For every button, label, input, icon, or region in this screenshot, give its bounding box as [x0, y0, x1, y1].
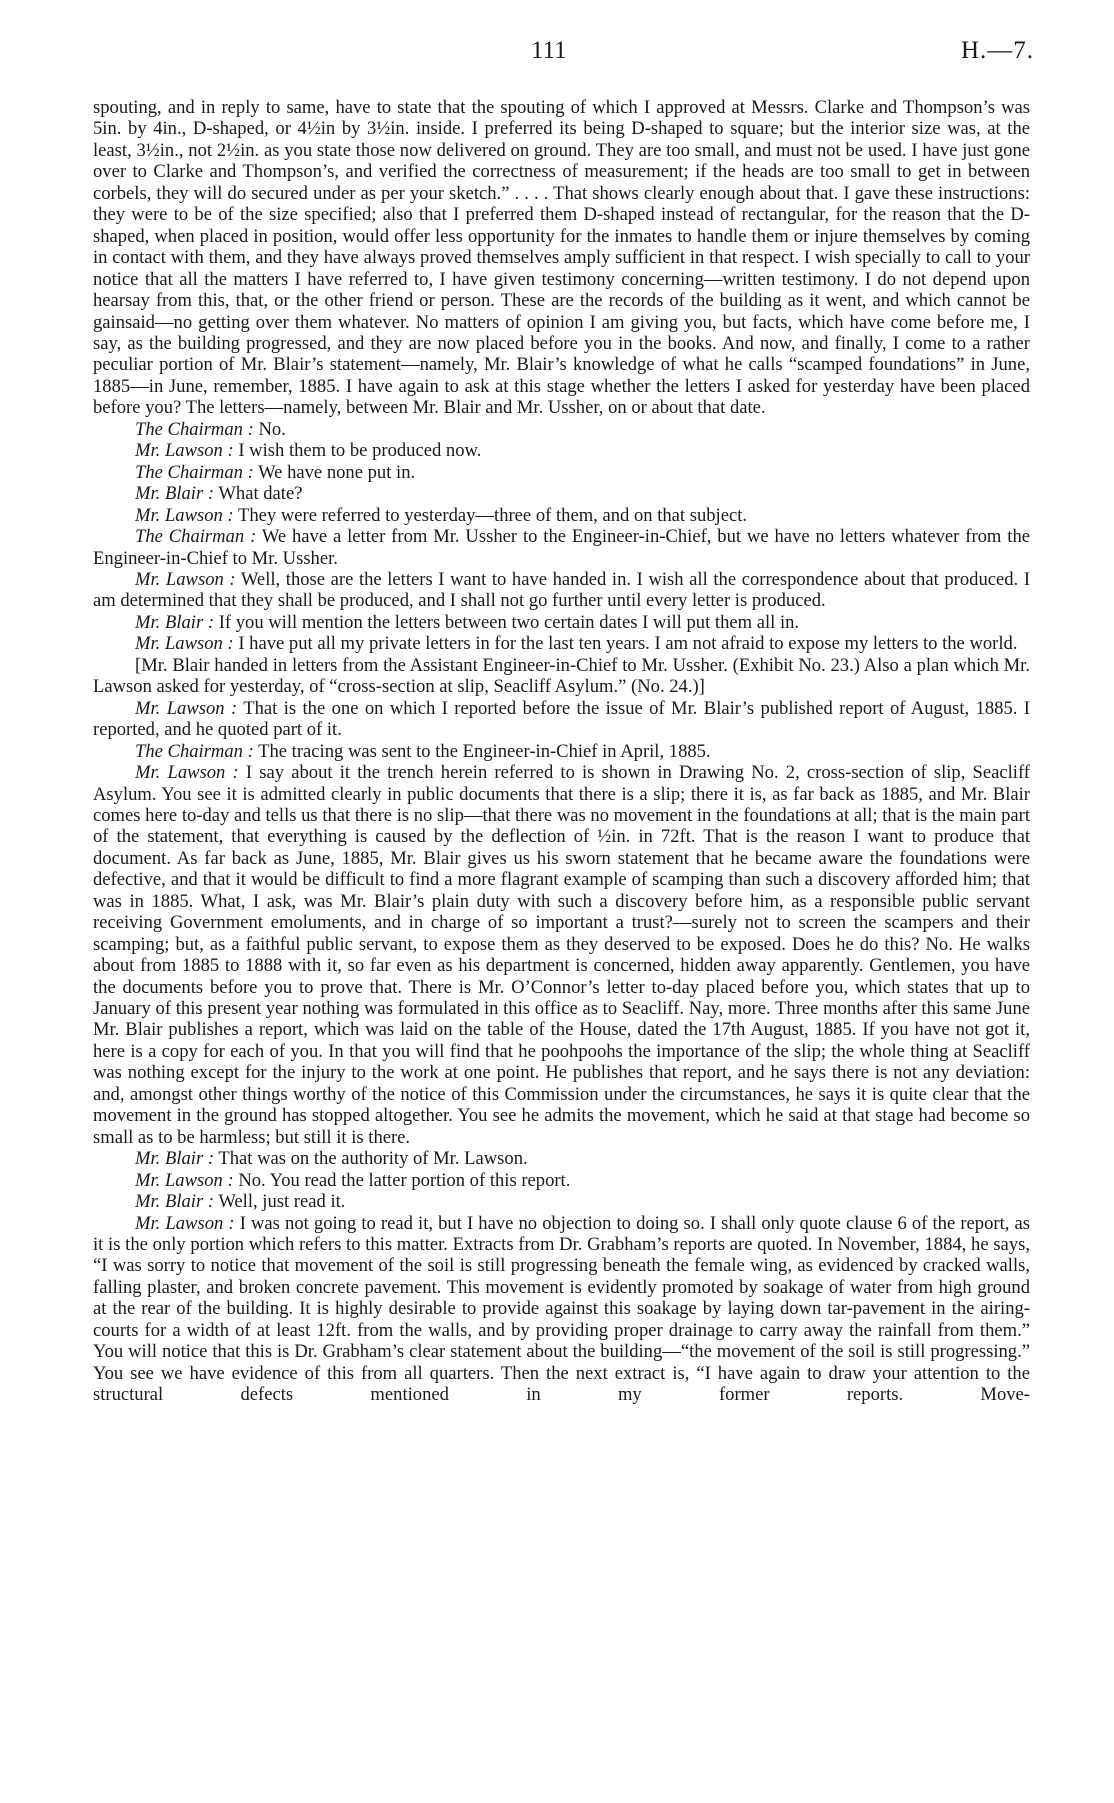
speaker-label: The Chairman : — [135, 526, 257, 548]
paragraph-text: I have put all my private letters in for the last ten years. I am not afraid to expose my letters to the world. — [238, 633, 1018, 655]
document-code: H.—7. — [960, 37, 1034, 64]
bracketed-note — [93, 655, 1030, 698]
dialogue-line — [93, 1191, 1030, 1212]
dialogue-line — [93, 612, 1030, 633]
speaker-label: Mr. Lawson : — [135, 697, 238, 719]
paragraph-text: [Mr. Blair handed in letters from the Assistant Engineer-in-Chief to Mr. Ussher. (Exhibit No. 23.) Also a plan which Mr. Lawson asked for yesterday, of “cross-section at slip, Seacliff Asylum.” (No. 24.)] — [93, 654, 1030, 698]
speaker-label: Mr. Lawson : — [135, 440, 234, 462]
dialogue-line — [93, 741, 1030, 762]
dialogue-line — [93, 526, 1030, 569]
paragraph-text: If you will mention the letters between two certain dates I will put them all in. — [218, 611, 800, 633]
speaker-label: Mr. Lawson : — [135, 1169, 234, 1191]
dialogue-line — [93, 633, 1030, 654]
paragraph-text: We have a letter from Mr. Ussher to the Engineer-in-Chief, but we have no letters whatever from the Engineer-in-Chief to Mr. Ussher. — [93, 526, 1030, 569]
paragraph-text: No. You read the latter portion of this report. — [238, 1169, 571, 1191]
speaker-label: Mr. Lawson : — [135, 762, 239, 784]
dialogue-line — [93, 440, 1030, 461]
dialogue-line — [93, 483, 1030, 504]
dialogue-line — [93, 1148, 1030, 1169]
speaker-label: Mr. Lawson : — [135, 568, 236, 590]
paragraph-text: I say about it the trench herein referred to is shown in Drawing No. 2, cross-section of slip, Seacliff Asylum. You see it is admitted clearly in public documents that there is a slip; there it is, as far back as 1885, and Mr. Blair comes here to-day and tells us that there is no slip—that there was no movement in the foundations at all; that is the main part of the statement, that everything is caused by the deflection of ½in. in 72ft. That is the reason I want to produce that document. As far back as June, 1885, Mr. Blair gives us his sworn statement that he became aware the foundations were defective, and that it would be difficult to find a more flagrant example of scamping than such a discovery afforded him; that was in 1885. What, I ask, was Mr. Blair’s plain duty with such a discovery before him, as a responsible public servant receiving Government emoluments, and in charge of so important a trust?—surely not to screen the scampers and their scamping; but, as a faithful public servant, to expose them as they deserved to be exposed. Does he do this? No. He walks about from 1885 to 1888 with it, so far even as his department is concerned, hidden away apparently. Gentlemen, you have the documents before you to prove that. There is Mr. O’Connor’s letter to-day placed before you, which states that up to January of this present year nothing was formulated in this office as to Seacliff. Nay, more. Three months after this same June Mr. Blair publishes a report, which was laid on the table of the House, dated the 17th August, 1885. If you have not got it, here is a copy for each of you. In that you will find that he poohpoohs the importance of the slip; the whole thing at Seacliff was nothing except for the injury to the work at one point. He publishes that report, and he says there is not any deviation: and, amongst other things worthy of the notice of this Commission under the circumstances, he says it is quite clear that the movement in the ground has stopped altogether. You see he admits the movement, which he said at that stage had become so small as to be harmless; but still it is there. — [93, 762, 1031, 1148]
speaker-label: The Chairman : — [135, 418, 254, 440]
speaker-label: Mr. Lawson : — [135, 504, 234, 526]
dialogue-line — [93, 698, 1030, 741]
speaker-label: Mr. Blair : — [135, 1148, 215, 1170]
page-number: 111 — [531, 37, 567, 64]
paragraph-text: What date? — [218, 483, 303, 505]
speaker-label: Mr. Blair : — [135, 611, 215, 633]
paragraph-text: spouting, and in reply to same, have to state that the spouting of which I approved at Messrs. Clarke and Thompson’s was 5in. by 4in., D-shaped, or 4½in by 3½in. inside. I preferred its being D-shaped to square; but the interior size was, at the least, 3½in., not 2½in. as you state those now delivered on ground. They are too small, and must not be used. I have just gone over to Clarke and Thompson’s, and verified the correctness of measurement; if the heads are too small to get in between corbels, they will do secured under as per your sketch.” . . . . That shows clearly enough about that. I gave these instructions: they were to be of the size specified; also that I preferred them D-shaped instead of rectangular, for the reason that the D-shaped, when placed in position, would offer less opportunity for the inmates to handle them or injure themselves by coming in contact with them, and they have always proved themselves amply sufficient in that respect. I wish specially to call to your notice that all the matters I have referred to, I have given testimony concerning—written testimony. I do not depend upon hearsay from this, that, or the other friend or person. These are the records of the building as it went, and which cannot be gainsaid—no getting over them whatever. No matters of opinion I am giving you, but facts, which have come before me, I say, as the building progressed, and they are now placed before you in the books. And now, and finally, I come to a rather peculiar portion of Mr. Blair’s statement—namely, Mr. Blair’s knowledge of what he calls “scamped foundations” in June, 1885—in June, remember, 1885. I have again to ask at this stage whether the letters I asked for yesterday have been placed before you? The letters—namely, between Mr. Blair and Mr. Ussher, on or about that date. — [93, 97, 1030, 419]
page-body — [93, 97, 1030, 1406]
paragraph-continuation — [93, 97, 1030, 419]
dialogue-line — [93, 419, 1030, 440]
speaker-label: Mr. Blair : — [135, 1191, 215, 1213]
speaker-label: Mr. Lawson : — [135, 1212, 235, 1234]
paragraph-text: The tracing was sent to the Engineer-in-Chief in April, 1885. — [258, 740, 711, 762]
speaker-label: The Chairman : — [135, 461, 254, 483]
dialogue-line — [93, 1213, 1030, 1406]
paragraph-text: That was on the authority of Mr. Lawson. — [218, 1148, 528, 1170]
speaker-label: Mr. Lawson : — [135, 633, 234, 655]
speaker-label: Mr. Blair : — [135, 483, 215, 505]
dialogue-line — [93, 1170, 1030, 1191]
paragraph-text: No. — [258, 418, 286, 440]
paragraph-text: They were referred to yesterday—three of them, and on that subject. — [237, 504, 748, 526]
paragraph-text: I wish them to be produced now. — [238, 440, 482, 462]
dialogue-line — [93, 569, 1030, 612]
paragraph-text: Well, those are the letters I want to have handed in. I wish all the correspondence about that produced. I am determined that they shall be produced, and I shall not go further until every letter is produced. — [93, 568, 1031, 612]
dialogue-line — [93, 505, 1030, 526]
paragraph-text: I was not going to read it, but I have no objection to doing so. I shall only quote clause 6 of the report, as it is the only portion which refers to this matter. Extracts from Dr. Grabham’s reports are quoted. In November, 1884, he says, “I was sorry to notice that movement of the soil is still progressing beneath the female wing, as evidenced by cracked walls, falling plaster, and broken concrete pavement. This movement is evidently promoted by soakage of water from high ground at the rear of the building. It is highly desirable to provide against this soakage by laying down tar-pavement in the airing-courts for a width of at least 12ft. from the walls, and by providing proper drainage to carry away the rainfall from them.” You will notice that this is Dr. Grabham’s clear statement about the building—“the movement of the soil is still progressing.” You see we have evidence of this from all quarters. Then the next extract is, “I have again to draw your attention to the structural defects mentioned in my former reports. Move- — [93, 1212, 1030, 1406]
paragraph-text: Well, just read it. — [218, 1191, 346, 1213]
dialogue-line — [93, 462, 1030, 483]
paragraph-text: That is the one on which I reported before the issue of Mr. Blair’s published report of August, 1885. I reported, and he quoted part of it. — [93, 697, 1030, 741]
dialogue-line — [93, 762, 1030, 1148]
speaker-label: The Chairman : — [135, 740, 254, 762]
paragraph-text: We have none put in. — [258, 461, 416, 483]
